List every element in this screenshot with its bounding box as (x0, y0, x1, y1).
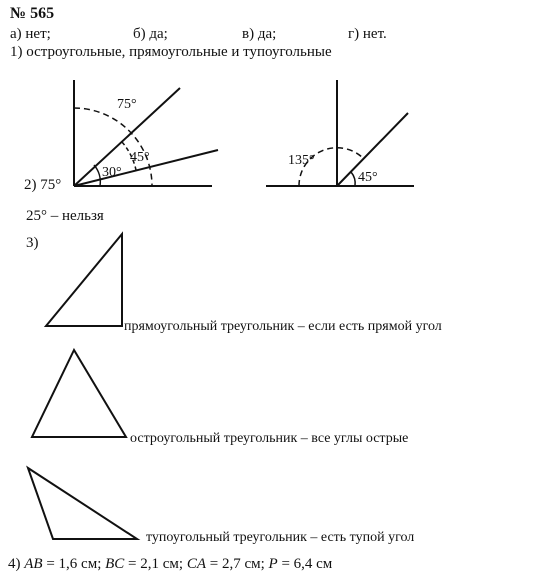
ab-value: = 1,6 см; (42, 556, 102, 572)
right-triangle-desc: прямоугольный треугольник – если есть прямой угол (124, 319, 442, 334)
bc-var: BC (105, 556, 125, 572)
acute-triangle-desc: остроугольный треугольник – все углы острые (130, 431, 409, 446)
label-45b: 45° (358, 170, 378, 185)
obtuse-triangle-desc: тупоугольный треугольник – есть тупой угол (146, 530, 415, 545)
part1-text: 1) остроугольные, прямоугольные и тупоугольные (10, 44, 332, 60)
ab-var: AB (24, 556, 43, 572)
answer-v: в) да; (242, 26, 277, 42)
ca-var: CA (186, 556, 206, 572)
answer-g: г) нет. (348, 26, 387, 42)
label-45: 45° (130, 150, 150, 165)
label-75: 75° (117, 97, 137, 112)
part4-line (8, 557, 332, 572)
answer-b: б) да; (133, 26, 168, 42)
right-triangle (46, 234, 122, 326)
answer-a: а) нет; (10, 26, 51, 42)
problem-number: № 565 (10, 5, 55, 22)
p-var: P (268, 556, 278, 572)
part2-label: 2) 75° (24, 177, 62, 193)
angle-figure-left (74, 80, 218, 186)
angle-figure-right (266, 80, 414, 186)
arc-30 (94, 165, 100, 186)
acute-triangle (32, 350, 126, 437)
part3-label: 3) (26, 235, 39, 251)
obtuse-triangle (28, 468, 137, 539)
part4-label: 4) (8, 556, 21, 572)
part2-note: 25° – нельзя (26, 208, 104, 224)
label-135: 135° (288, 153, 315, 168)
ca-value: = 2,7 см; (205, 556, 265, 572)
arc-45-right (351, 172, 355, 186)
bc-value: = 2,1 см; (124, 556, 184, 572)
label-30: 30° (102, 165, 122, 180)
p-value: = 6,4 см (277, 556, 333, 572)
